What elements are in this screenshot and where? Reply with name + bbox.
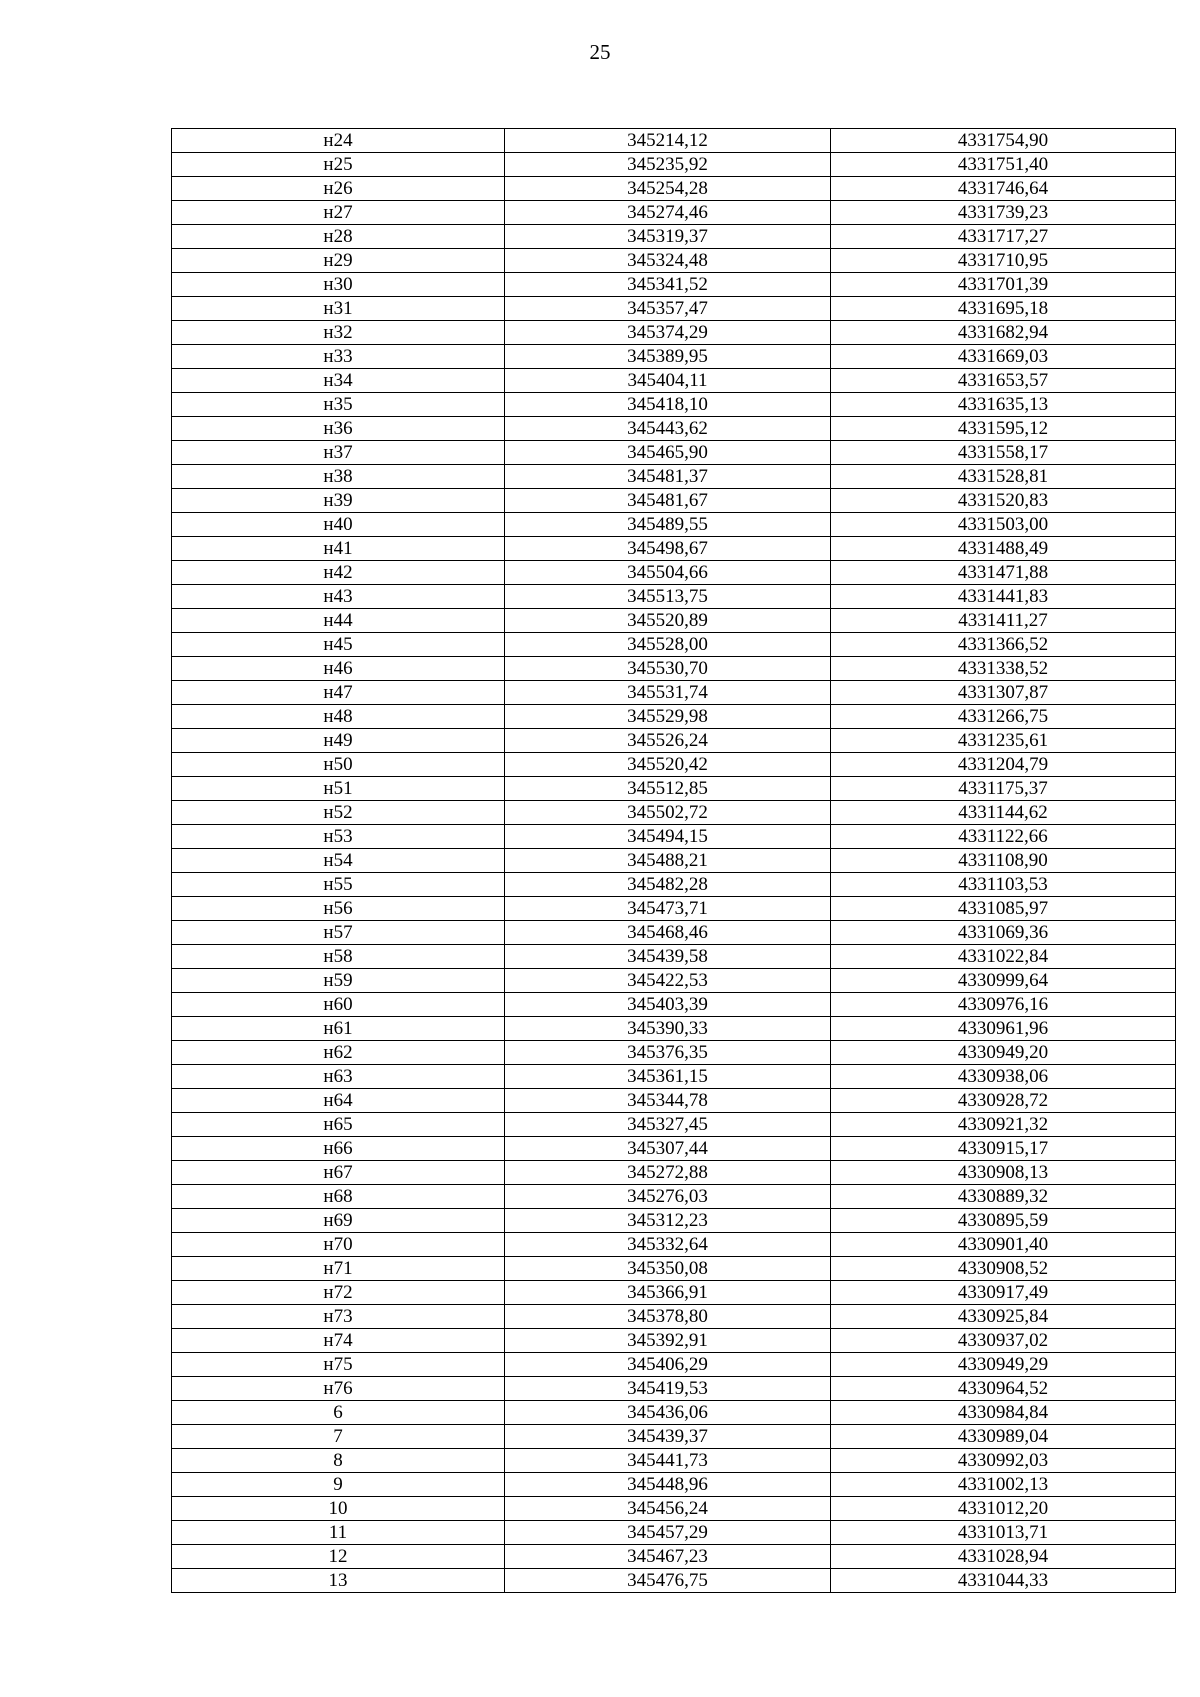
y-coordinate-cell: 4330925,84 [831,1305,1176,1329]
x-coordinate-cell: 345520,42 [505,753,831,777]
table-row [172,1569,1176,1593]
point-number-cell: н47 [172,681,505,705]
point-number-cell: н76 [172,1377,505,1401]
y-coordinate-cell: 4330938,06 [831,1065,1176,1089]
x-coordinate-cell: 345327,45 [505,1113,831,1137]
point-number-cell: н53 [172,825,505,849]
x-coordinate-cell: 345357,47 [505,297,831,321]
point-number-cell: н67 [172,1161,505,1185]
y-coordinate-cell: 4330992,03 [831,1449,1176,1473]
x-coordinate-cell: 345512,85 [505,777,831,801]
x-coordinate-cell: 345390,33 [505,1017,831,1041]
x-coordinate-cell: 345520,89 [505,609,831,633]
y-coordinate-cell: 4330889,32 [831,1185,1176,1209]
point-number-cell: н68 [172,1185,505,1209]
point-number-cell: н52 [172,801,505,825]
table-row [172,465,1176,489]
x-coordinate-cell: 345529,98 [505,705,831,729]
table-row [172,321,1176,345]
y-coordinate-cell: 4330901,40 [831,1233,1176,1257]
x-coordinate-cell: 345366,91 [505,1281,831,1305]
table-row [172,777,1176,801]
y-coordinate-cell: 4331069,36 [831,921,1176,945]
x-coordinate-cell: 345361,15 [505,1065,831,1089]
x-coordinate-cell: 345504,66 [505,561,831,585]
x-coordinate-cell: 345374,29 [505,321,831,345]
point-number-cell: н55 [172,873,505,897]
table-row [172,537,1176,561]
table-row [172,585,1176,609]
table-row [172,1113,1176,1137]
table-row [172,1401,1176,1425]
x-coordinate-cell: 345312,23 [505,1209,831,1233]
x-coordinate-cell: 345530,70 [505,657,831,681]
point-number-cell: н29 [172,249,505,273]
x-coordinate-cell: 345489,55 [505,513,831,537]
y-coordinate-cell: 4331717,27 [831,225,1176,249]
table-row [172,225,1176,249]
point-number-cell: н38 [172,465,505,489]
point-number-cell: н75 [172,1353,505,1377]
y-coordinate-cell: 4330999,64 [831,969,1176,993]
point-number-cell: 6 [172,1401,505,1425]
point-number-cell: н31 [172,297,505,321]
point-number-cell: н54 [172,849,505,873]
x-coordinate-cell: 345441,73 [505,1449,831,1473]
table-row [172,657,1176,681]
point-number-cell: 7 [172,1425,505,1449]
x-coordinate-cell: 345376,35 [505,1041,831,1065]
table-row [172,249,1176,273]
point-number-cell: н60 [172,993,505,1017]
table-row [172,1065,1176,1089]
table-row [172,825,1176,849]
y-coordinate-cell: 4331204,79 [831,753,1176,777]
table-row [172,177,1176,201]
table-row [172,921,1176,945]
x-coordinate-cell: 345307,44 [505,1137,831,1161]
y-coordinate-cell: 4331022,84 [831,945,1176,969]
x-coordinate-cell: 345214,12 [505,129,831,153]
y-coordinate-cell: 4331520,83 [831,489,1176,513]
x-coordinate-cell: 345498,67 [505,537,831,561]
x-coordinate-cell: 345389,95 [505,345,831,369]
x-coordinate-cell: 345436,06 [505,1401,831,1425]
point-number-cell: н46 [172,657,505,681]
point-number-cell: н39 [172,489,505,513]
y-coordinate-cell: 4331044,33 [831,1569,1176,1593]
y-coordinate-cell: 4331754,90 [831,129,1176,153]
y-coordinate-cell: 4331739,23 [831,201,1176,225]
x-coordinate-cell: 345513,75 [505,585,831,609]
y-coordinate-cell: 4331307,87 [831,681,1176,705]
y-coordinate-cell: 4331682,94 [831,321,1176,345]
table-row [172,561,1176,585]
point-number-cell: н61 [172,1017,505,1041]
y-coordinate-cell: 4331012,20 [831,1497,1176,1521]
point-number-cell: н48 [172,705,505,729]
y-coordinate-cell: 4331002,13 [831,1473,1176,1497]
table-row [172,273,1176,297]
point-number-cell: н26 [172,177,505,201]
table-row [172,873,1176,897]
y-coordinate-cell: 4331488,49 [831,537,1176,561]
x-coordinate-cell: 345468,46 [505,921,831,945]
y-coordinate-cell: 4331746,64 [831,177,1176,201]
x-coordinate-cell: 345272,88 [505,1161,831,1185]
point-number-cell: н73 [172,1305,505,1329]
table-row [172,1089,1176,1113]
y-coordinate-cell: 4331471,88 [831,561,1176,585]
point-number-cell: 12 [172,1545,505,1569]
x-coordinate-cell: 345392,91 [505,1329,831,1353]
x-coordinate-cell: 345476,75 [505,1569,831,1593]
point-number-cell: 11 [172,1521,505,1545]
y-coordinate-cell: 4331122,66 [831,825,1176,849]
point-number-cell: 10 [172,1497,505,1521]
point-number-cell: н71 [172,1257,505,1281]
table-row [172,1233,1176,1257]
y-coordinate-cell: 4331013,71 [831,1521,1176,1545]
y-coordinate-cell: 4331028,94 [831,1545,1176,1569]
point-number-cell: н63 [172,1065,505,1089]
y-coordinate-cell: 4330961,96 [831,1017,1176,1041]
y-coordinate-cell: 4330908,13 [831,1161,1176,1185]
table-row [172,489,1176,513]
table-row [172,705,1176,729]
x-coordinate-cell: 345482,28 [505,873,831,897]
x-coordinate-cell: 345422,53 [505,969,831,993]
x-coordinate-cell: 345526,24 [505,729,831,753]
table-row [172,393,1176,417]
point-number-cell: н36 [172,417,505,441]
point-number-cell: н62 [172,1041,505,1065]
table-row [172,801,1176,825]
table-row [172,1137,1176,1161]
point-number-cell: н25 [172,153,505,177]
table-row [172,369,1176,393]
table-row [172,345,1176,369]
y-coordinate-cell: 4330895,59 [831,1209,1176,1233]
table-row [172,849,1176,873]
x-coordinate-cell: 345502,72 [505,801,831,825]
point-number-cell: н50 [172,753,505,777]
table-row [172,1209,1176,1233]
table-row [172,1521,1176,1545]
table-row [172,1305,1176,1329]
point-number-cell: н59 [172,969,505,993]
table-row [172,945,1176,969]
table-row [172,1041,1176,1065]
y-coordinate-cell: 4331653,57 [831,369,1176,393]
x-coordinate-cell: 345324,48 [505,249,831,273]
x-coordinate-cell: 345276,03 [505,1185,831,1209]
x-coordinate-cell: 345473,71 [505,897,831,921]
y-coordinate-cell: 4331558,17 [831,441,1176,465]
table-row [172,1353,1176,1377]
x-coordinate-cell: 345465,90 [505,441,831,465]
point-number-cell: н35 [172,393,505,417]
y-coordinate-cell: 4330908,52 [831,1257,1176,1281]
x-coordinate-cell: 345344,78 [505,1089,831,1113]
point-number-cell: 13 [172,1569,505,1593]
y-coordinate-cell: 4331175,37 [831,777,1176,801]
y-coordinate-cell: 4330989,04 [831,1425,1176,1449]
x-coordinate-cell: 345481,67 [505,489,831,513]
x-coordinate-cell: 345528,00 [505,633,831,657]
point-number-cell: н33 [172,345,505,369]
y-coordinate-cell: 4331701,39 [831,273,1176,297]
table-row [172,417,1176,441]
x-coordinate-cell: 345403,39 [505,993,831,1017]
x-coordinate-cell: 345404,11 [505,369,831,393]
table-row [172,1473,1176,1497]
y-coordinate-cell: 4330976,16 [831,993,1176,1017]
y-coordinate-cell: 4331085,97 [831,897,1176,921]
table-row [172,753,1176,777]
table-row [172,201,1176,225]
x-coordinate-cell: 345254,28 [505,177,831,201]
table-row [172,897,1176,921]
x-coordinate-cell: 345319,37 [505,225,831,249]
point-number-cell: н34 [172,369,505,393]
x-coordinate-cell: 345494,15 [505,825,831,849]
point-number-cell: н57 [172,921,505,945]
table-row [172,1329,1176,1353]
point-number-cell: 8 [172,1449,505,1473]
x-coordinate-cell: 345419,53 [505,1377,831,1401]
table-row [172,513,1176,537]
y-coordinate-cell: 4331144,62 [831,801,1176,825]
x-coordinate-cell: 345378,80 [505,1305,831,1329]
x-coordinate-cell: 345235,92 [505,153,831,177]
point-number-cell: н56 [172,897,505,921]
x-coordinate-cell: 345467,23 [505,1545,831,1569]
y-coordinate-cell: 4331235,61 [831,729,1176,753]
x-coordinate-cell: 345439,37 [505,1425,831,1449]
x-coordinate-cell: 345443,62 [505,417,831,441]
table-row [172,129,1176,153]
point-number-cell: н43 [172,585,505,609]
y-coordinate-cell: 4331441,83 [831,585,1176,609]
y-coordinate-cell: 4330917,49 [831,1281,1176,1305]
table-row [172,681,1176,705]
point-number-cell: н40 [172,513,505,537]
point-number-cell: н74 [172,1329,505,1353]
x-coordinate-cell: 345406,29 [505,1353,831,1377]
table-row [172,1161,1176,1185]
y-coordinate-cell: 4330984,84 [831,1401,1176,1425]
y-coordinate-cell: 4331751,40 [831,153,1176,177]
table-row [172,633,1176,657]
point-number-cell: н72 [172,1281,505,1305]
point-number-cell: н28 [172,225,505,249]
x-coordinate-cell: 345456,24 [505,1497,831,1521]
table-row [172,1257,1176,1281]
point-number-cell: н51 [172,777,505,801]
table-row [172,297,1176,321]
point-number-cell: н45 [172,633,505,657]
x-coordinate-cell: 345332,64 [505,1233,831,1257]
x-coordinate-cell: 345350,08 [505,1257,831,1281]
table-row [172,1281,1176,1305]
y-coordinate-cell: 4330928,72 [831,1089,1176,1113]
point-number-cell: н41 [172,537,505,561]
y-coordinate-cell: 4331528,81 [831,465,1176,489]
y-coordinate-cell: 4331266,75 [831,705,1176,729]
y-coordinate-cell: 4331669,03 [831,345,1176,369]
point-number-cell: н69 [172,1209,505,1233]
x-coordinate-cell: 345457,29 [505,1521,831,1545]
point-number-cell: н65 [172,1113,505,1137]
x-coordinate-cell: 345439,58 [505,945,831,969]
x-coordinate-cell: 345481,37 [505,465,831,489]
y-coordinate-cell: 4331503,00 [831,513,1176,537]
point-number-cell: н42 [172,561,505,585]
table-row [172,441,1176,465]
coordinates-table-body [172,129,1176,1593]
point-number-cell: н37 [172,441,505,465]
coordinates-table [171,128,1176,1593]
point-number-cell: н66 [172,1137,505,1161]
page-number: 25 [589,40,611,64]
point-number-cell: 9 [172,1473,505,1497]
table-row [172,609,1176,633]
y-coordinate-cell: 4330964,52 [831,1377,1176,1401]
point-number-cell: н44 [172,609,505,633]
table-row [172,993,1176,1017]
x-coordinate-cell: 345488,21 [505,849,831,873]
y-coordinate-cell: 4330949,20 [831,1041,1176,1065]
y-coordinate-cell: 4331366,52 [831,633,1176,657]
y-coordinate-cell: 4331338,52 [831,657,1176,681]
y-coordinate-cell: 4331103,53 [831,873,1176,897]
y-coordinate-cell: 4331695,18 [831,297,1176,321]
y-coordinate-cell: 4330921,32 [831,1113,1176,1137]
table-row [172,1185,1176,1209]
table-row [172,969,1176,993]
x-coordinate-cell: 345418,10 [505,393,831,417]
y-coordinate-cell: 4331595,12 [831,417,1176,441]
y-coordinate-cell: 4330949,29 [831,1353,1176,1377]
table-row [172,1425,1176,1449]
y-coordinate-cell: 4331108,90 [831,849,1176,873]
point-number-cell: н30 [172,273,505,297]
point-number-cell: н27 [172,201,505,225]
y-coordinate-cell: 4331710,95 [831,249,1176,273]
point-number-cell: н49 [172,729,505,753]
point-number-cell: н70 [172,1233,505,1257]
x-coordinate-cell: 345531,74 [505,681,831,705]
x-coordinate-cell: 345274,46 [505,201,831,225]
table-row [172,153,1176,177]
y-coordinate-cell: 4331635,13 [831,393,1176,417]
point-number-cell: н58 [172,945,505,969]
table-row [172,1545,1176,1569]
y-coordinate-cell: 4330915,17 [831,1137,1176,1161]
table-row [172,1449,1176,1473]
point-number-cell: н32 [172,321,505,345]
table-row [172,1377,1176,1401]
y-coordinate-cell: 4330937,02 [831,1329,1176,1353]
table-row [172,1497,1176,1521]
x-coordinate-cell: 345341,52 [505,273,831,297]
table-row [172,729,1176,753]
x-coordinate-cell: 345448,96 [505,1473,831,1497]
point-number-cell: н64 [172,1089,505,1113]
point-number-cell: н24 [172,129,505,153]
table-row [172,1017,1176,1041]
y-coordinate-cell: 4331411,27 [831,609,1176,633]
